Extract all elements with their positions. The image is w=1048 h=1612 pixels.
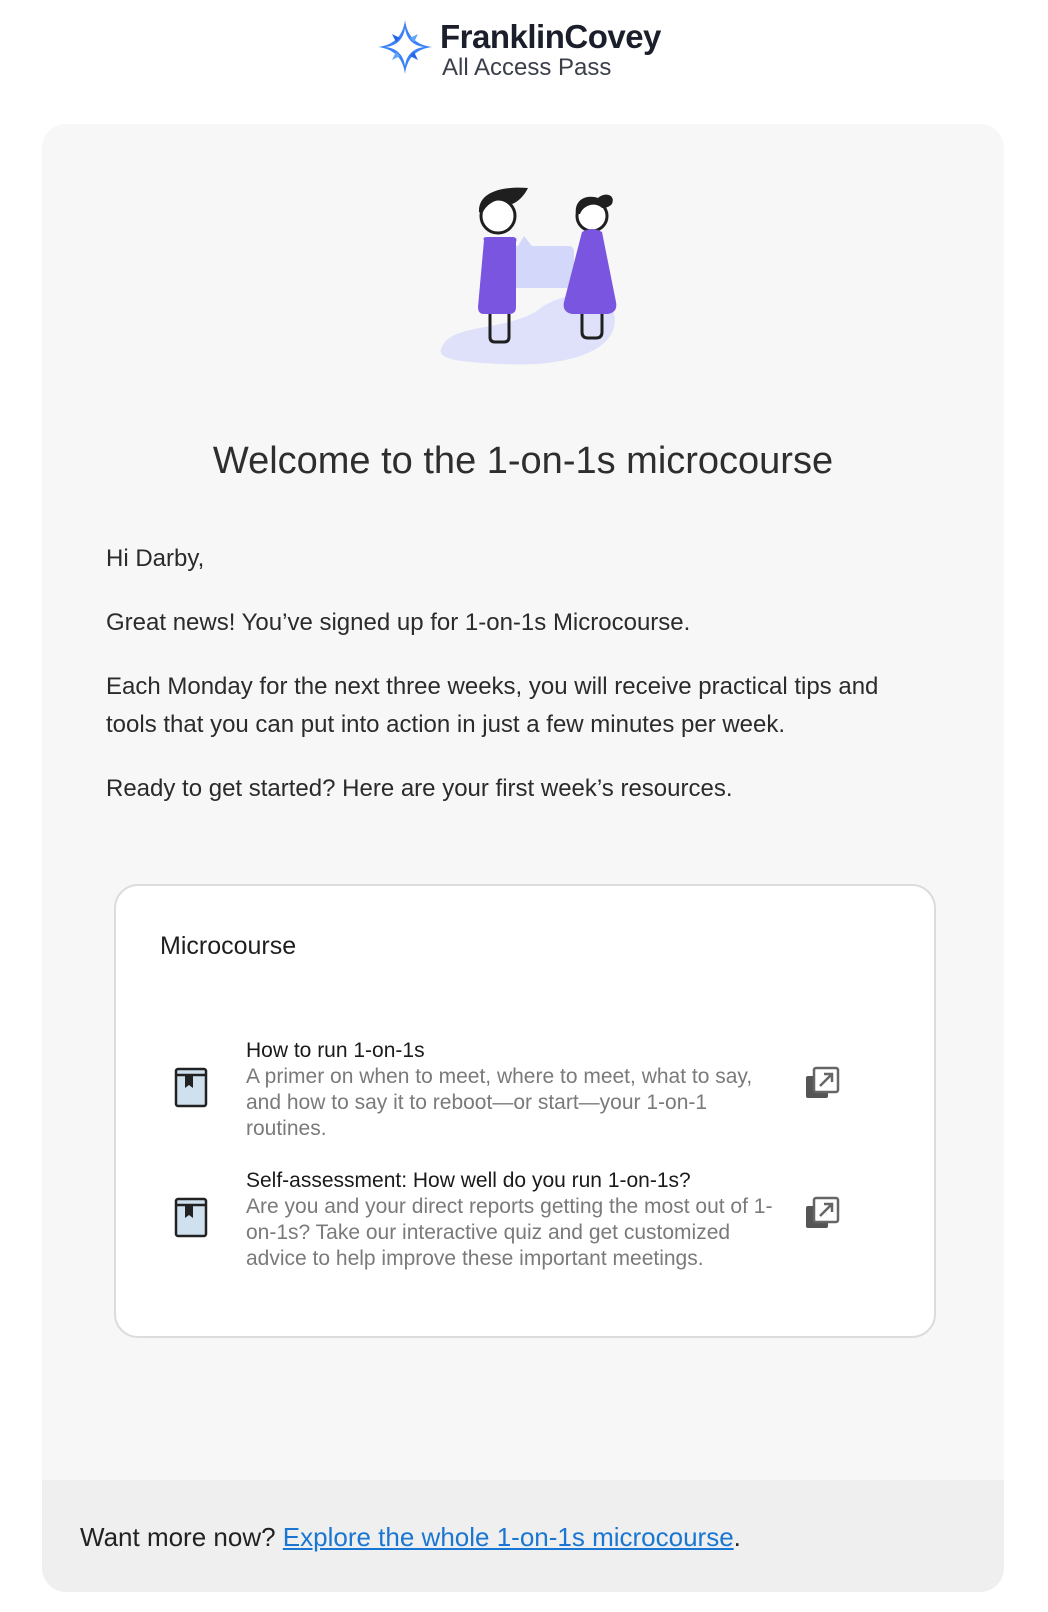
email-title: Welcome to the 1-on-1s microcourse [212,440,834,482]
footer-text [80,1522,741,1553]
footer-prefix: Want more now? [80,1522,276,1552]
resource-description: Are you and your direct reports getting the most out of 1-on-1s? Take our interactive quiz and get customized advice to help improve these important meetings. [246,1195,773,1270]
email-card [42,124,1004,1592]
franklincovey-logo[interactable] [378,18,678,88]
explore-microcourse-link[interactable]: Explore the whole 1-on-1s microcourse [282,1522,734,1552]
resource-description: A primer on when to meet, where to meet, what to say, and how to say it to reboot—or start—your 1-on-1 routines. [246,1065,753,1140]
greeting: Hi Darby, [106,545,205,572]
book-icon [174,1066,208,1108]
external-link-icon[interactable] [804,1196,840,1232]
email-footer [42,1480,1004,1592]
two-people-talking-illustration [432,182,622,382]
body-paragraph-3: Ready to get started? Here are your first week’s resources. [106,775,733,802]
external-link-icon[interactable] [804,1066,840,1102]
resource-title[interactable]: Self-assessment: How well do you run 1-on-1s? [246,1169,691,1192]
brand-subtitle: All Access Pass [442,54,612,81]
resource-item[interactable] [116,1038,934,1148]
book-icon [174,1196,208,1238]
email-body [106,540,926,834]
resource-title[interactable]: How to run 1-on-1s [246,1039,425,1062]
microcourse-heading: Microcourse [160,932,297,960]
brand-name: FranklinCovey [440,18,661,55]
body-paragraph-1: Great news! You’ve signed up for 1-on-1s Microcourse. [106,609,691,636]
footer-suffix: . [733,1522,741,1552]
resource-item[interactable] [116,1168,934,1278]
microcourse-panel [114,884,936,1338]
body-paragraph-2: Each Monday for the next three weeks, you will receive practical tips and tools that you can put into action in just a few minutes per week. [106,673,879,738]
four-point-star-logo-icon [378,20,432,74]
